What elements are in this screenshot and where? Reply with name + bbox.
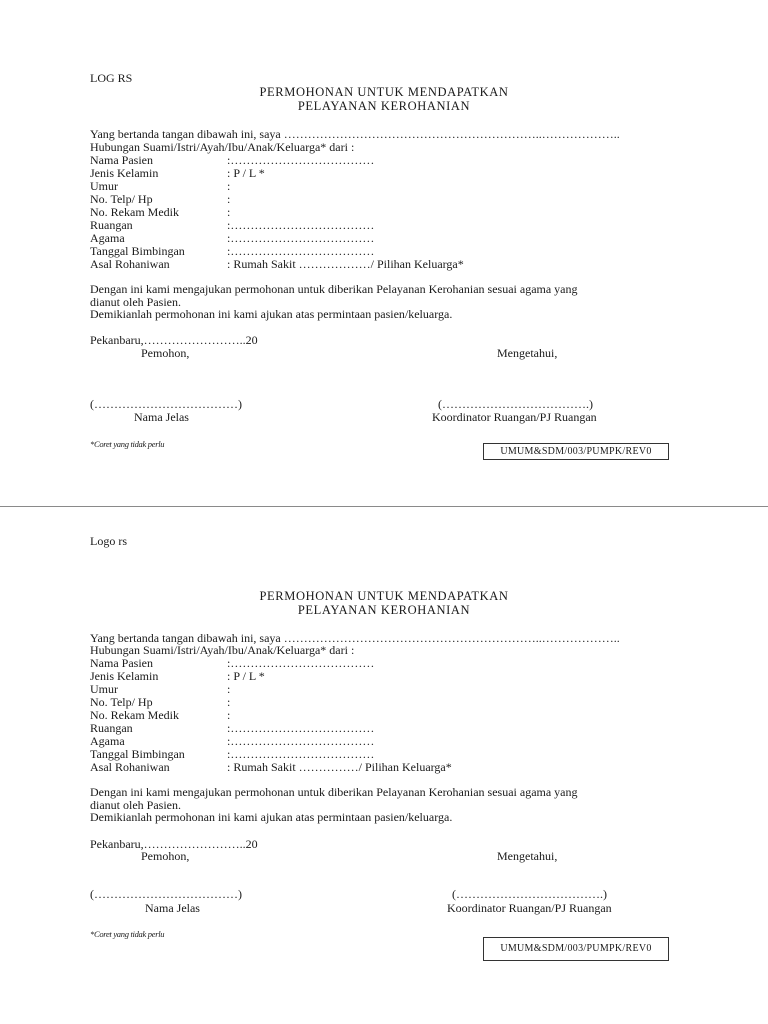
field-label: Asal Rohaniwan xyxy=(90,257,170,271)
closing-statement: Demikianlah permohonan ini kami ajukan atas permintaan pasien/keluarga. xyxy=(90,307,453,321)
field-label: Tanggal Bimbingan xyxy=(90,747,185,761)
field-label: Asal Rohaniwan xyxy=(90,760,170,774)
field-value: :……………………………… xyxy=(227,231,375,245)
coordinator-label: Koordinator Ruangan/PJ Ruangan xyxy=(447,901,612,915)
footnote: *Coret yang tidak perlu xyxy=(90,439,165,449)
field-label: No. Telp/ Hp xyxy=(90,695,153,709)
request-statement: Dengan ini kami mengajukan permohonan untuk diberikan Pelayanan Kerohanian sesuai agama yang xyxy=(90,785,578,799)
signature-line-right: (……………………………….) xyxy=(438,397,593,411)
field-label: Tanggal Bimbingan xyxy=(90,244,185,258)
field-value: :……………………………… xyxy=(227,734,375,748)
request-form-1 xyxy=(0,0,768,506)
form-title-line-2: PELAYANAN KEROHANIAN xyxy=(297,99,471,113)
relation-line: Hubungan Suami/Istri/Ayah/Ibu/Anak/Keluarga* dari : xyxy=(90,140,355,154)
form-title-line-2: PELAYANAN KEROHANIAN xyxy=(297,603,471,617)
field-label: Jenis Kelamin xyxy=(90,669,159,683)
field-value: : xyxy=(227,695,231,709)
field-value: : xyxy=(227,708,231,722)
field-value: :……………………………… xyxy=(227,153,375,167)
signature-line-right: (……………………………….) xyxy=(452,887,607,901)
field-value: :……………………………… xyxy=(227,747,375,761)
field-value: : xyxy=(227,179,231,193)
field-label: No. Rekam Medik xyxy=(90,708,179,722)
field-label: Umur xyxy=(90,179,118,193)
coordinator-label: Koordinator Ruangan/PJ Ruangan xyxy=(432,410,597,424)
field-value: :……………………………… xyxy=(227,656,375,670)
field-value: : xyxy=(227,205,231,219)
applicant-label: Pemohon, xyxy=(141,346,190,360)
logo-placeholder: Logo rs xyxy=(90,534,127,548)
acknowledged-label: Mengetahui, xyxy=(497,346,558,360)
place-date: Pekanbaru,……………………..20 xyxy=(90,333,258,347)
acknowledged-label: Mengetahui, xyxy=(497,849,558,863)
signature-line-left: (………………………………) xyxy=(90,887,242,901)
document-code-box: UMUM&SDM/003/PUMPK/REV0 xyxy=(483,443,669,460)
field-value: :……………………………… xyxy=(227,244,375,258)
relation-line: Hubungan Suami/Istri/Ayah/Ibu/Anak/Keluarga* dari : xyxy=(90,643,355,657)
request-form-2 xyxy=(0,508,768,1024)
field-value: :……………………………… xyxy=(227,721,375,735)
field-value: :……………………………… xyxy=(227,218,375,232)
field-label: No. Rekam Medik xyxy=(90,205,179,219)
field-label: Umur xyxy=(90,682,118,696)
field-label: Ruangan xyxy=(90,721,133,735)
logo-placeholder: LOG RS xyxy=(90,71,133,85)
field-value: : Rumah Sakit ……………/ Pilihan Keluarga* xyxy=(227,760,452,774)
field-label: Agama xyxy=(90,231,125,245)
form-title-line-1: PERMOHONAN UNTUK MENDAPATKAN xyxy=(259,589,509,603)
field-label: No. Telp/ Hp xyxy=(90,192,153,206)
page-divider xyxy=(0,506,768,507)
intro-line: Yang bertanda tangan dibawah ini, saya ………………………………………………………..……………….. xyxy=(90,631,620,645)
name-clear-label: Nama Jelas xyxy=(134,410,189,424)
field-value: : xyxy=(227,682,231,696)
signature-line-left: (………………………………) xyxy=(90,397,242,411)
footnote: *Coret yang tidak perlu xyxy=(90,929,165,939)
request-statement: Dengan ini kami mengajukan permohonan untuk diberikan Pelayanan Kerohanian sesuai agama yang xyxy=(90,282,578,296)
field-label: Ruangan xyxy=(90,218,133,232)
place-date: Pekanbaru,……………………..20 xyxy=(90,837,258,851)
field-value: : P / L * xyxy=(227,166,265,180)
intro-line: Yang bertanda tangan dibawah ini, saya ………………………………………………………..……………….. xyxy=(90,127,620,141)
closing-statement: Demikianlah permohonan ini kami ajukan atas permintaan pasien/keluarga. xyxy=(90,810,453,824)
field-value: : Rumah Sakit ………………/ Pilihan Keluarga* xyxy=(227,257,464,271)
field-value: : P / L * xyxy=(227,669,265,683)
field-value: : xyxy=(227,192,231,206)
field-label: Agama xyxy=(90,734,125,748)
field-label: Nama Pasien xyxy=(90,656,153,670)
request-statement-cont: dianut oleh Pasien. xyxy=(90,798,181,812)
applicant-label: Pemohon, xyxy=(141,849,190,863)
request-statement-cont: dianut oleh Pasien. xyxy=(90,295,181,309)
field-label: Jenis Kelamin xyxy=(90,166,159,180)
field-label: Nama Pasien xyxy=(90,153,153,167)
form-title-line-1: PERMOHONAN UNTUK MENDAPATKAN xyxy=(259,85,509,99)
name-clear-label: Nama Jelas xyxy=(145,901,200,915)
document-code-box: UMUM&SDM/003/PUMPK/REV0 xyxy=(483,937,669,961)
